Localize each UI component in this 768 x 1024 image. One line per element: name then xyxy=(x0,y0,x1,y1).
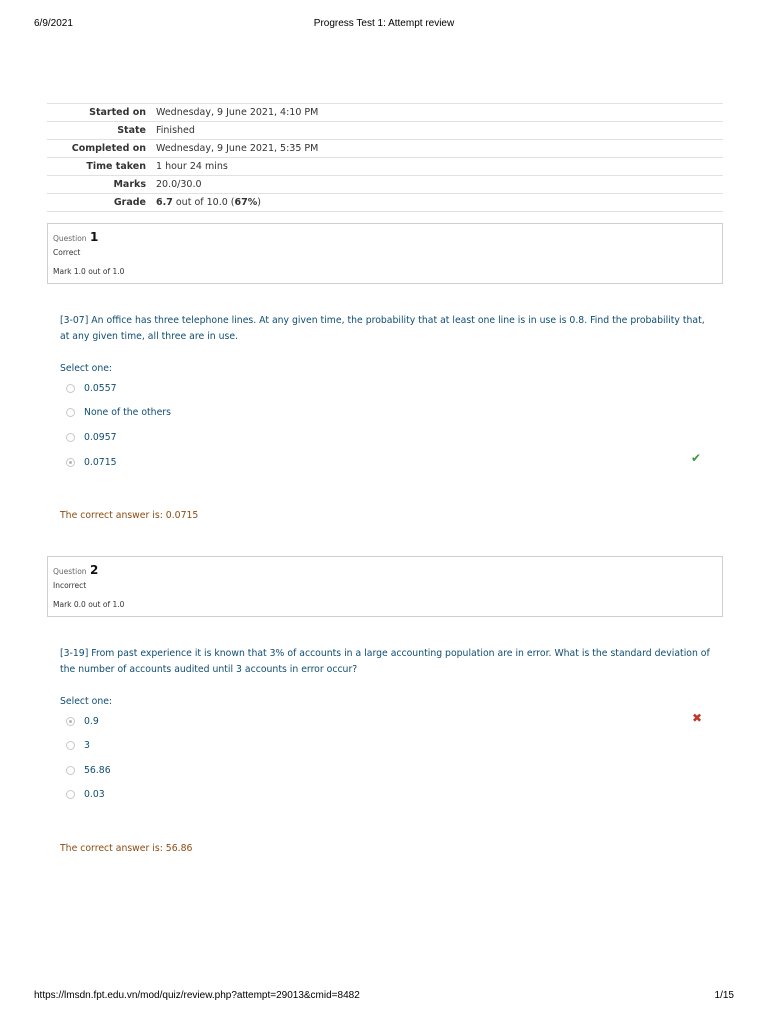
right-answer: The correct answer is: 56.86 xyxy=(60,843,193,854)
answer-option[interactable] xyxy=(66,430,117,444)
summary-value: Wednesday, 9 June 2021, 4:10 PM xyxy=(152,104,723,122)
question-text: [3-19] From past experience it is known that 3% of accounts in a large accounting population are in error. What is the standard deviation of the number of accounts audited until 3 accounts in error occur? xyxy=(60,648,710,675)
summary-value: 1 hour 24 mins xyxy=(152,158,723,176)
radio-button[interactable] xyxy=(66,790,75,799)
radio-button-checked[interactable] xyxy=(66,717,75,726)
summary-label: Time taken xyxy=(47,158,152,176)
question-label: Question xyxy=(53,234,87,243)
question-state: Correct xyxy=(53,248,81,257)
answer-option[interactable] xyxy=(66,738,90,752)
question-number xyxy=(53,561,717,579)
answer-option-label: 0.9 xyxy=(84,715,99,727)
print-footer xyxy=(34,990,734,1004)
answer-option-selected[interactable] xyxy=(66,714,99,728)
question-info-2 xyxy=(47,556,723,617)
check-icon: ✔ xyxy=(691,451,702,465)
answer-option[interactable] xyxy=(66,405,171,419)
right-answer: The correct answer is: 0.0715 xyxy=(60,510,199,521)
summary-label: Started on xyxy=(47,104,152,122)
question-state: Incorrect xyxy=(53,581,87,590)
summary-row-time-taken xyxy=(47,158,723,176)
answer-option-label: None of the others xyxy=(84,406,171,418)
answer-option[interactable] xyxy=(66,381,117,395)
summary-value: Wednesday, 9 June 2021, 5:35 PM xyxy=(152,140,723,158)
answer-option[interactable] xyxy=(66,763,111,777)
summary-value xyxy=(152,194,723,212)
answer-option[interactable] xyxy=(66,787,105,801)
summary-label: Marks xyxy=(47,176,152,194)
summary-row-state xyxy=(47,122,723,140)
question-mark: Mark 0.0 out of 1.0 xyxy=(53,600,125,609)
answer-option-label: 3 xyxy=(84,739,90,751)
radio-button-checked[interactable] xyxy=(66,458,75,467)
print-url: https://lmsdn.fpt.edu.vn/mod/quiz/review.php?attempt=29013&cmid=8482 xyxy=(34,990,360,1001)
attempt-summary-table xyxy=(47,103,723,212)
select-one-prompt: Select one: xyxy=(60,363,113,374)
radio-button[interactable] xyxy=(66,408,75,417)
summary-row-completed-on xyxy=(47,140,723,158)
answer-option-label: 0.0557 xyxy=(84,382,117,394)
radio-button[interactable] xyxy=(66,384,75,393)
summary-row-marks xyxy=(47,176,723,194)
summary-value: Finished xyxy=(152,122,723,140)
question-number-value: 1 xyxy=(89,230,99,244)
select-one-prompt: Select one: xyxy=(60,696,113,707)
grade-close: ) xyxy=(257,197,261,208)
summary-label: State xyxy=(47,122,152,140)
question-number xyxy=(53,228,717,246)
question-text: [3-07] An office has three telephone lines. At any given time, the probability that at least one line is in use is 0.8. Find the probability that, at any given time, all three are in use. xyxy=(60,315,705,342)
summary-label: Completed on xyxy=(47,140,152,158)
print-title: Progress Test 1: Attempt review xyxy=(313,18,455,29)
answer-option-selected[interactable] xyxy=(66,455,117,469)
answer-option-label: 0.0957 xyxy=(84,431,117,443)
radio-button[interactable] xyxy=(66,433,75,442)
summary-value: 20.0/30.0 xyxy=(152,176,723,194)
answer-option-label: 56.86 xyxy=(84,764,111,776)
question-label: Question xyxy=(53,567,87,576)
question-mark: Mark 1.0 out of 1.0 xyxy=(53,267,125,276)
answer-option-label: 0.03 xyxy=(84,788,105,800)
grade-percent: 67% xyxy=(234,197,258,208)
radio-button[interactable] xyxy=(66,766,75,775)
grade-score: 6.7 xyxy=(156,197,173,208)
print-date: 6/9/2021 xyxy=(34,18,73,29)
print-header xyxy=(34,18,734,32)
summary-row-started-on xyxy=(47,104,723,122)
grade-out-of: out of 10.0 ( xyxy=(172,197,235,208)
page-number: 1/15 xyxy=(714,990,734,1001)
question-number-value: 2 xyxy=(89,563,99,577)
question-info-1 xyxy=(47,223,723,284)
radio-button[interactable] xyxy=(66,741,75,750)
cross-icon: ✖ xyxy=(692,711,703,725)
summary-row-grade xyxy=(47,194,723,212)
answer-option-label: 0.0715 xyxy=(84,456,117,468)
summary-label: Grade xyxy=(47,194,152,212)
